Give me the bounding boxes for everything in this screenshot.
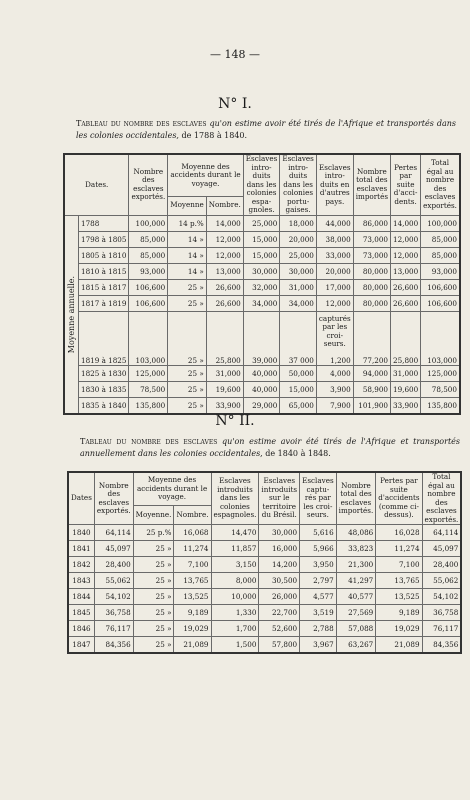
- cell-nombre: 13,000: [206, 263, 243, 279]
- cell-moyenne: 25 »: [133, 541, 174, 557]
- table-row: [64, 263, 460, 279]
- cell-pertes: 13,525: [376, 589, 422, 605]
- cell-pertes: 26,600: [391, 279, 421, 295]
- cell-moyenne: 25 »: [133, 637, 174, 654]
- cell-autres: 12,000: [316, 295, 353, 311]
- cell-total: 58,900: [353, 382, 390, 398]
- cell-captures: 4,577: [300, 589, 337, 605]
- cell-moyenne: 25 »: [168, 382, 207, 398]
- cell-egal: 45,097: [422, 541, 461, 557]
- caption-2-lead: Tableau du nombre des esclaves: [80, 437, 218, 446]
- table-row: [64, 366, 460, 382]
- cell-exportes: 64,114: [94, 525, 133, 541]
- cell-egal: 78,500: [421, 382, 460, 398]
- cell-moyenne: 14 p.%: [168, 215, 207, 231]
- cell-espagnoles: 25,000: [243, 215, 280, 231]
- cell-autres: 20,000: [316, 263, 353, 279]
- cell-portugaises: 20,000: [280, 231, 317, 247]
- cell-moyenne: 25 »: [133, 621, 174, 637]
- header-pertes: Pertes par suite d'acci-dents.: [391, 154, 421, 215]
- cell-pertes: 25,800: [391, 311, 421, 366]
- cell-annee: 1845: [68, 605, 94, 621]
- cell-egal: 76,117: [422, 621, 461, 637]
- header-autres: Esclaves intro-duits en d'autres pays.: [316, 154, 353, 215]
- cell-bresil: 30,000: [259, 525, 300, 541]
- table-row: [68, 557, 461, 573]
- cell-nombre: 12,000: [206, 247, 243, 263]
- table-row: [64, 279, 460, 295]
- table-row: [64, 398, 460, 415]
- cell-egal: 85,000: [421, 231, 460, 247]
- cell-pertes: 13,000: [391, 263, 421, 279]
- cell-egal: 135,800: [421, 398, 460, 415]
- cell-captures: 3,519: [300, 605, 337, 621]
- table-row: [68, 605, 461, 621]
- header-total-importes: Nombre total des esclaves importés.: [336, 472, 376, 525]
- note-captures: capturés par les croi-seurs.: [318, 313, 351, 348]
- cell-exportes: 106,600: [129, 295, 168, 311]
- cell-espagnoles: 40,000: [243, 382, 280, 398]
- header-total-egal: Total égal au nombre des esclaves exportés.: [421, 154, 460, 215]
- cell-total: 73,000: [353, 231, 390, 247]
- cell-total: 57,088: [336, 621, 376, 637]
- table-row: [64, 311, 460, 366]
- cell-egal: 85,000: [421, 247, 460, 263]
- cell-pertes: 13,765: [376, 573, 422, 589]
- page-number: — 148 —: [210, 48, 260, 61]
- cell-moyenne: 14 »: [168, 231, 207, 247]
- table-row: [64, 231, 460, 247]
- cell-pertes: 31,000: [391, 366, 421, 382]
- cell-autres: 44,000: [316, 215, 353, 231]
- cell-nombre: 7,100: [174, 557, 211, 573]
- table-row: [64, 382, 460, 398]
- header-espagnoles: Esclaves introduits dans les colonies espagnoles.: [211, 472, 259, 525]
- cell-autres: 38,000: [316, 231, 353, 247]
- cell-autres-value: 1,200: [330, 355, 351, 365]
- cell-pertes: 16,028: [376, 525, 422, 541]
- cell-nombre: 11,274: [174, 541, 211, 557]
- cell-annee: 1843: [68, 573, 94, 589]
- cell-dates: 1835 à 1840: [79, 398, 129, 415]
- cell-espagnoles: 32,000: [243, 279, 280, 295]
- cell-dates: 1817 à 1819: [79, 295, 129, 311]
- cell-exportes: 28,400: [94, 557, 133, 573]
- cell-pertes: 19,600: [391, 382, 421, 398]
- table-row: [64, 215, 460, 231]
- table-row: [68, 541, 461, 557]
- cell-pertes: 14,000: [391, 215, 421, 231]
- cell-egal: 54,102: [422, 589, 461, 605]
- cell-portugaises: 37 000: [280, 311, 317, 366]
- cell-pertes: 11,274: [376, 541, 422, 557]
- cell-dates: 1830 à 1835: [79, 382, 129, 398]
- cell-bresil: 22,700: [259, 605, 300, 621]
- cell-exportes: 103,000: [129, 311, 168, 366]
- cell-bresil: 52,600: [259, 621, 300, 637]
- cell-total: 41,297: [336, 573, 376, 589]
- table-2-header: [68, 472, 461, 506]
- caption-1-period: de 1788 à 1840.: [178, 131, 248, 140]
- header-moyenne: Moyenne des accidents durant le voyage.: [168, 154, 244, 196]
- cell-espagnoles: 10,000: [211, 589, 259, 605]
- cell-espagnoles: 1,700: [211, 621, 259, 637]
- cell-espagnoles: 39,000: [243, 311, 280, 366]
- cell-autres: 33,000: [316, 247, 353, 263]
- cell-annee: 1841: [68, 541, 94, 557]
- header-dates: Dates.: [64, 154, 129, 215]
- cell-exportes: 93,000: [129, 263, 168, 279]
- cell-moyenne: 25 »: [168, 398, 207, 415]
- header-total-egal: Total égal au nombre des esclaves exportés.: [422, 472, 461, 525]
- cell-total: 21,300: [336, 557, 376, 573]
- cell-total: 86,000: [353, 215, 390, 231]
- section-1-caption: [76, 118, 456, 142]
- cell-exportes: 76,117: [94, 621, 133, 637]
- header-portugaises: Esclaves intro-duits dans les colonies portu-gaises.: [280, 154, 317, 215]
- cell-moyenne: 25 »: [133, 557, 174, 573]
- cell-egal: 93,000: [421, 263, 460, 279]
- side-label-cell: [64, 215, 79, 414]
- cell-espagnoles: 29,000: [243, 398, 280, 415]
- cell-nombre: 19,600: [206, 382, 243, 398]
- cell-pertes: 33,900: [391, 398, 421, 415]
- header-moyenne-pct: Moyenne: [168, 196, 207, 215]
- cell-nombre: 21,089: [174, 637, 211, 654]
- cell-nombre: 13,525: [174, 589, 211, 605]
- cell-moyenne: 14 »: [168, 247, 207, 263]
- cell-annee: 1846: [68, 621, 94, 637]
- cell-nombre: 16,068: [174, 525, 211, 541]
- cell-total: 48,086: [336, 525, 376, 541]
- table-row: [68, 525, 461, 541]
- cell-captures: 3,967: [300, 637, 337, 654]
- cell-egal: 106,600: [421, 295, 460, 311]
- header-moyenne-pct: Moyenne.: [133, 506, 174, 525]
- cell-espagnoles: 15,000: [243, 231, 280, 247]
- cell-espagnoles: 14,470: [211, 525, 259, 541]
- cell-dates: 1825 à 1830: [79, 366, 129, 382]
- table-2: [67, 471, 462, 654]
- cell-nombre: 19,029: [174, 621, 211, 637]
- section-2-caption: [80, 436, 460, 460]
- cell-total: 77,200: [353, 311, 390, 366]
- cell-moyenne: 25 »: [133, 605, 174, 621]
- cell-espagnoles: 40,000: [243, 366, 280, 382]
- cell-autres: 4,000: [316, 366, 353, 382]
- cell-total: 27,569: [336, 605, 376, 621]
- cell-moyenne: 25 »: [168, 279, 207, 295]
- cell-pertes: 9,189: [376, 605, 422, 621]
- cell-dates: 1819 à 1825: [79, 311, 129, 366]
- cell-portugaises: 15,000: [280, 382, 317, 398]
- header-pertes: Pertes par suite d'accidents (comme ci-dessus).: [376, 472, 422, 525]
- cell-portugaises: 50,000: [280, 366, 317, 382]
- cell-espagnoles: 3,150: [211, 557, 259, 573]
- cell-bresil: 16,000: [259, 541, 300, 557]
- cell-bresil: 26,000: [259, 589, 300, 605]
- cell-nombre: 33,900: [206, 398, 243, 415]
- cell-exportes: 84,356: [94, 637, 133, 654]
- cell-dates: 1815 à 1817: [79, 279, 129, 295]
- cell-dates: 1788: [79, 215, 129, 231]
- cell-egal: 103,000: [421, 311, 460, 366]
- cell-nombre: 25,800: [206, 311, 243, 366]
- cell-moyenne: 25 »: [133, 589, 174, 605]
- cell-egal: 36,758: [422, 605, 461, 621]
- header-moyenne: Moyenne des accidents durant le voyage.: [133, 472, 211, 506]
- cell-annee: 1847: [68, 637, 94, 654]
- cell-total: 80,000: [353, 263, 390, 279]
- header-dates: Dates: [68, 472, 94, 525]
- cell-exportes: 54,102: [94, 589, 133, 605]
- cell-portugaises: 18,000: [280, 215, 317, 231]
- cell-portugaises: 34,000: [280, 295, 317, 311]
- cell-moyenne: 25 »: [168, 311, 207, 366]
- cell-espagnoles: 30,000: [243, 263, 280, 279]
- cell-total: 40,577: [336, 589, 376, 605]
- cell-portugaises: 65,000: [280, 398, 317, 415]
- cell-exportes: 100,000: [129, 215, 168, 231]
- cell-egal: 64,114: [422, 525, 461, 541]
- cell-total: 94,000: [353, 366, 390, 382]
- cell-portugaises: 30,000: [280, 263, 317, 279]
- cell-pertes: 19,029: [376, 621, 422, 637]
- cell-nombre: 13,765: [174, 573, 211, 589]
- cell-nombre: 26,600: [206, 295, 243, 311]
- cell-total: 101,900: [353, 398, 390, 415]
- section-2-number: N° II.: [215, 413, 255, 429]
- cell-egal: 55,062: [422, 573, 461, 589]
- caption-2-period: de 1840 à 1848.: [262, 449, 331, 458]
- cell-autres: 3,900: [316, 382, 353, 398]
- cell-pertes: 26,600: [391, 295, 421, 311]
- cell-espagnoles: 8,000: [211, 573, 259, 589]
- cell-moyenne: 14 »: [168, 263, 207, 279]
- cell-dates: 1805 à 1810: [79, 247, 129, 263]
- cell-espagnoles: 11,857: [211, 541, 259, 557]
- cell-moyenne: 25 »: [168, 295, 207, 311]
- cell-pertes: 7,100: [376, 557, 422, 573]
- cell-dates: 1798 à 1805: [79, 231, 129, 247]
- cell-nombre: 26,600: [206, 279, 243, 295]
- header-exportes: Nombre des esclaves exportés.: [94, 472, 133, 525]
- table-row: [68, 589, 461, 605]
- cell-bresil: 30,500: [259, 573, 300, 589]
- header-moyenne-nombre: Nombre.: [206, 196, 243, 215]
- cell-exportes: 55,062: [94, 573, 133, 589]
- cell-egal: 84,356: [422, 637, 461, 654]
- cell-portugaises: 31,000: [280, 279, 317, 295]
- cell-moyenne: 25 »: [168, 366, 207, 382]
- header-captures: Esclaves captu-rés par les croi-seurs.: [300, 472, 337, 525]
- cell-total: 63,267: [336, 637, 376, 654]
- caption-2-body: qu'on estime avoir été tirés de l'Afrique et transportés annuellement dans les colonies occidentales,: [80, 437, 460, 458]
- cell-autres: 7,900: [316, 398, 353, 415]
- cell-bresil: 14,200: [259, 557, 300, 573]
- cell-captures: 2,797: [300, 573, 337, 589]
- cell-espagnoles: 34,000: [243, 295, 280, 311]
- cell-nombre: 31,000: [206, 366, 243, 382]
- cell-total: 33,823: [336, 541, 376, 557]
- cell-portugaises: 25,000: [280, 247, 317, 263]
- cell-pertes: 12,000: [391, 247, 421, 263]
- cell-exportes: 36,758: [94, 605, 133, 621]
- table-1-header: [64, 154, 460, 196]
- header-espagnoles: Esclaves intro-duits dans les colonies espa-gnoles.: [243, 154, 280, 215]
- cell-pertes: 21,089: [376, 637, 422, 654]
- table-row: [68, 573, 461, 589]
- header-bresil: Esclaves introduits sur le territoire du Brésil.: [259, 472, 300, 525]
- cell-autres: [316, 311, 353, 366]
- table-row: [68, 637, 461, 654]
- cell-captures: 5,616: [300, 525, 337, 541]
- cell-exportes: 45,097: [94, 541, 133, 557]
- cell-total: 73,000: [353, 247, 390, 263]
- cell-annee: 1840: [68, 525, 94, 541]
- cell-egal: 125,000: [421, 366, 460, 382]
- cell-exportes: 78,500: [129, 382, 168, 398]
- cell-nombre: 9,189: [174, 605, 211, 621]
- table-1: [63, 153, 461, 415]
- cell-egal: 100,000: [421, 215, 460, 231]
- header-total-importes: Nombre total des esclaves importés: [353, 154, 390, 215]
- cell-exportes: 125,000: [129, 366, 168, 382]
- header-moyenne-nombre: Nombre.: [174, 506, 211, 525]
- cell-total: 80,000: [353, 279, 390, 295]
- cell-annee: 1842: [68, 557, 94, 573]
- cell-autres: 17,000: [316, 279, 353, 295]
- cell-exportes: 106,600: [129, 279, 168, 295]
- cell-moyenne: 25 »: [133, 573, 174, 589]
- cell-captures: 5,966: [300, 541, 337, 557]
- cell-moyenne: 25 p.%: [133, 525, 174, 541]
- cell-bresil: 57,800: [259, 637, 300, 654]
- cell-exportes: 85,000: [129, 247, 168, 263]
- cell-pertes: 12,000: [391, 231, 421, 247]
- cell-espagnoles: 1,330: [211, 605, 259, 621]
- cell-espagnoles: 1,500: [211, 637, 259, 654]
- caption-1-lead: Tableau du nombre des esclaves: [76, 119, 207, 128]
- cell-nombre: 14,000: [206, 215, 243, 231]
- cell-annee: 1844: [68, 589, 94, 605]
- cell-egal: 106,600: [421, 279, 460, 295]
- table-row: [68, 621, 461, 637]
- cell-dates: 1810 à 1815: [79, 263, 129, 279]
- caption-1-body: qu'on estime avoir été tirés de l'Afrique et transportés dans les colonies occidentales,: [76, 119, 456, 140]
- cell-total: 80,000: [353, 295, 390, 311]
- section-1-number: N° I.: [218, 96, 252, 112]
- cell-captures: 3,950: [300, 557, 337, 573]
- cell-egal: 28,400: [422, 557, 461, 573]
- header-exportes: Nombre des esclaves exportés.: [129, 154, 168, 215]
- table-row: [64, 295, 460, 311]
- cell-espagnoles: 15,000: [243, 247, 280, 263]
- cell-exportes: 135,800: [129, 398, 168, 415]
- side-label: Moyenne annuelle.: [67, 275, 76, 353]
- cell-exportes: 85,000: [129, 231, 168, 247]
- table-row: [64, 247, 460, 263]
- cell-captures: 2,788: [300, 621, 337, 637]
- cell-nombre: 12,000: [206, 231, 243, 247]
